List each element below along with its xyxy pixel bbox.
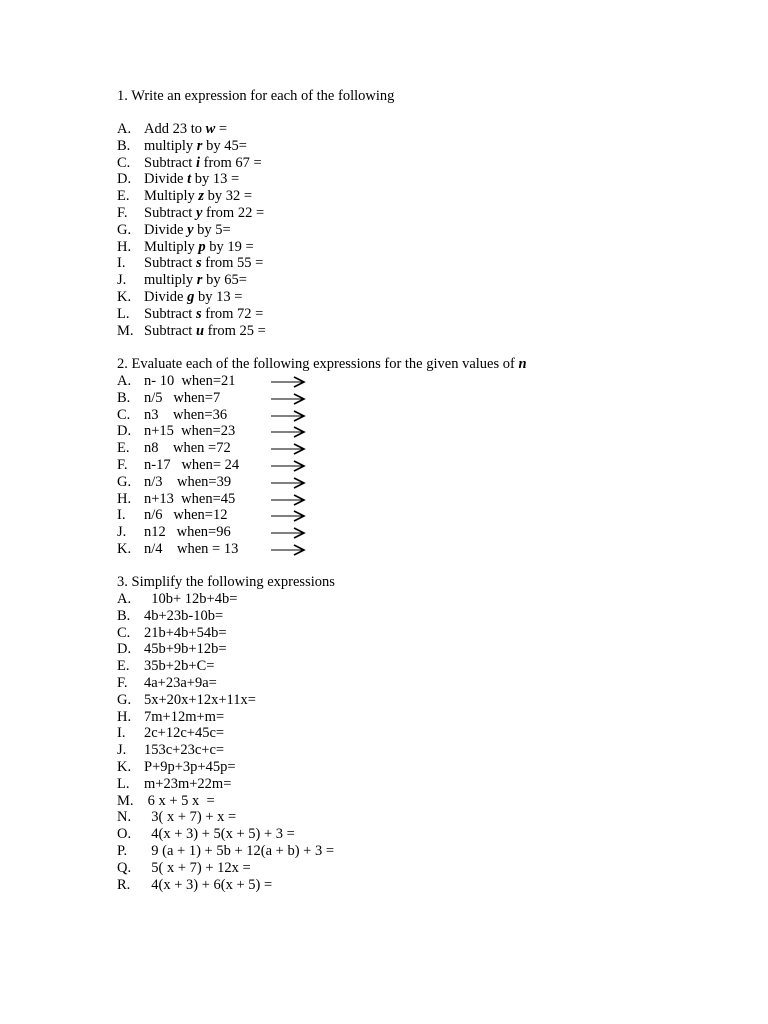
item-letter: F. <box>117 674 128 691</box>
item-text-post: by 13 = <box>194 288 243 305</box>
item-variable-letter: r <box>196 137 203 154</box>
item-text: 2c+12c+45c= <box>144 725 225 742</box>
question-item <box>117 658 335 675</box>
item-text <box>144 239 254 256</box>
item-letter: J. <box>117 272 127 289</box>
arrow-right-icon <box>270 510 306 522</box>
item-variable-letter: z <box>198 188 205 205</box>
section-heading: 3. Simplify the following expressions <box>117 574 335 590</box>
item-letter: H. <box>117 490 132 507</box>
item-letter: P. <box>117 842 128 859</box>
item-text: n/6 when=12 <box>144 507 228 524</box>
item-text-post: by 13 = <box>191 171 240 188</box>
question-item <box>117 138 394 155</box>
item-text <box>144 323 266 340</box>
question-item <box>117 390 527 407</box>
question-item <box>117 440 527 457</box>
item-text: n/5 when=7 <box>144 389 221 406</box>
item-text: n+13 when=45 <box>144 490 236 507</box>
item-text <box>144 205 264 222</box>
item-text-post: from 67 = <box>199 154 262 171</box>
variable-n: n <box>518 356 527 372</box>
question-item <box>117 474 527 491</box>
item-text-post: from 72 = <box>201 305 264 322</box>
section-heading: 1. Write an expression for each of the following <box>117 88 395 104</box>
item-letter: G. <box>117 221 132 238</box>
question-item <box>117 608 335 625</box>
item-letter: A. <box>117 373 132 389</box>
question-item <box>117 809 335 826</box>
item-text: n- 10 when=21 <box>144 373 236 389</box>
question-item <box>117 491 527 508</box>
arrow-right-icon <box>270 443 306 455</box>
item-text-post: by 45= <box>202 137 247 154</box>
question-item <box>117 205 394 222</box>
item-text-pre: Subtract <box>144 154 196 171</box>
item-text: 4a+23a+9a= <box>144 674 217 691</box>
item-text: n/4 when = 13 <box>144 540 239 557</box>
item-text: n8 when =72 <box>144 440 231 457</box>
item-text-post: by 19 = <box>205 238 254 255</box>
item-text-pre: Subtract <box>144 204 196 221</box>
item-letter: E. <box>117 188 130 205</box>
item-text-post: = <box>215 121 228 137</box>
item-letter: C. <box>117 624 131 641</box>
item-letter: J. <box>117 524 127 541</box>
question-item <box>117 373 527 390</box>
question-item <box>117 524 527 541</box>
item-text-pre: Subtract <box>144 255 196 272</box>
item-variable-letter: r <box>196 272 203 289</box>
item-text: n3 when=36 <box>144 406 228 423</box>
item-text <box>144 255 263 272</box>
item-text-pre: Multiply <box>144 188 199 205</box>
item-text: 6 x + 5 x = <box>144 792 215 809</box>
item-text-pre: Divide <box>144 221 188 238</box>
question-list <box>117 373 527 558</box>
item-variable-letter: p <box>198 238 206 255</box>
item-text <box>144 188 252 205</box>
item-variable-letter: u <box>195 322 205 339</box>
question-item <box>117 826 335 843</box>
question-item <box>117 289 394 306</box>
question-item <box>117 591 335 608</box>
item-text: P+9p+3p+45p= <box>144 758 236 775</box>
question-item <box>117 625 335 642</box>
item-text: 4(x + 3) + 5(x + 5) + 3 = <box>144 826 295 843</box>
question-item <box>117 793 335 810</box>
item-letter: M. <box>117 792 134 809</box>
item-letter: L. <box>117 305 130 322</box>
question-item <box>117 155 394 172</box>
question-item <box>117 709 335 726</box>
item-text <box>144 289 242 306</box>
item-letter: F. <box>117 456 128 473</box>
item-variable-letter: i <box>195 154 200 171</box>
section-evaluate-expressions <box>117 356 527 558</box>
item-text: 5x+20x+12x+11x= <box>144 691 256 708</box>
question-item <box>117 675 335 692</box>
item-text: 5( x + 7) + 12x = <box>144 859 251 876</box>
item-text <box>144 272 247 289</box>
arrow-right-icon <box>270 544 306 556</box>
item-variable-letter: t <box>187 171 192 188</box>
arrow-right-icon <box>270 527 306 539</box>
item-variable-letter: w <box>205 121 216 137</box>
item-text-pre: Subtract <box>144 322 196 339</box>
item-letter: F. <box>117 204 128 221</box>
question-item <box>117 306 394 323</box>
item-letter: K. <box>117 540 132 557</box>
question-item <box>117 457 527 474</box>
item-text: 7m+12m+m= <box>144 708 225 725</box>
arrow-right-icon <box>270 426 306 438</box>
item-letter: C. <box>117 406 131 423</box>
item-letter: A. <box>117 591 132 607</box>
item-letter: R. <box>117 876 131 893</box>
section-heading: 2. Evaluate each of the following expressions for the given values of n <box>117 356 527 372</box>
item-variable-letter: g <box>187 288 195 305</box>
item-text: n+15 when=23 <box>144 423 236 440</box>
item-variable <box>198 239 205 255</box>
item-letter: H. <box>117 238 132 255</box>
item-text <box>144 306 263 323</box>
item-letter: G. <box>117 473 132 490</box>
item-text: m+23m+22m= <box>144 775 232 792</box>
item-letter: N. <box>117 809 132 826</box>
item-text: 45b+9b+12b= <box>144 641 227 658</box>
item-text <box>144 138 247 155</box>
item-letter: E. <box>117 440 130 457</box>
item-letter: K. <box>117 288 132 305</box>
item-text-pre: Subtract <box>144 305 196 322</box>
question-item <box>117 692 335 709</box>
item-letter: K. <box>117 758 132 775</box>
arrow-right-icon <box>270 393 306 405</box>
item-text: 153c+23c+c= <box>144 742 225 759</box>
item-text-post: by 65= <box>202 272 247 289</box>
section-write-expressions <box>117 88 394 339</box>
item-letter: Q. <box>117 859 132 876</box>
question-list <box>117 591 335 893</box>
item-letter: E. <box>117 658 130 675</box>
item-letter: H. <box>117 708 132 725</box>
question-item <box>117 121 394 138</box>
question-item <box>117 323 394 340</box>
item-text-pre: Divide <box>144 171 188 188</box>
arrow-right-icon <box>270 494 306 506</box>
arrow-right-icon <box>270 460 306 472</box>
question-list <box>117 121 394 339</box>
item-text: n/3 when=39 <box>144 473 232 490</box>
item-text <box>144 222 231 239</box>
item-letter: M. <box>117 322 134 339</box>
question-item <box>117 641 335 658</box>
item-letter: D. <box>117 423 132 440</box>
arrow-right-icon <box>270 477 306 489</box>
item-text-pre: Divide <box>144 288 188 305</box>
item-text: n-17 when= 24 <box>144 456 240 473</box>
item-text: 21b+4b+54b= <box>144 624 227 641</box>
item-letter: L. <box>117 775 130 792</box>
item-text-post: from 22 = <box>202 204 265 221</box>
item-variable-letter: y <box>187 221 194 238</box>
item-text-post: from 25 = <box>204 322 266 339</box>
item-letter: I. <box>117 507 126 524</box>
item-letter: A. <box>117 121 132 137</box>
item-text <box>144 171 239 188</box>
item-text: 3( x + 7) + x = <box>144 809 237 826</box>
item-letter: O. <box>117 826 132 843</box>
question-item <box>117 776 335 793</box>
item-letter: G. <box>117 691 132 708</box>
item-variable-letter: s <box>195 255 202 272</box>
section-simplify-expressions <box>117 574 335 893</box>
question-item <box>117 239 394 256</box>
item-letter: D. <box>117 641 132 658</box>
item-variable-letter: s <box>195 305 202 322</box>
question-item <box>117 843 335 860</box>
arrow-right-icon <box>270 376 306 388</box>
item-text-post: by 32 = <box>204 188 253 205</box>
item-letter: I. <box>117 725 126 742</box>
item-variable-letter: y <box>195 204 203 221</box>
item-variable <box>196 323 204 339</box>
question-item <box>117 725 335 742</box>
question-item <box>117 171 394 188</box>
question-item <box>117 188 394 205</box>
question-item <box>117 742 335 759</box>
item-text <box>144 155 262 172</box>
question-item <box>117 541 527 558</box>
item-letter: B. <box>117 137 131 154</box>
question-item <box>117 423 527 440</box>
question-item <box>117 272 394 289</box>
question-item <box>117 877 335 894</box>
arrow-right-icon <box>270 410 306 422</box>
item-text-pre: Add 23 to <box>144 121 206 137</box>
item-letter: C. <box>117 154 131 171</box>
item-text: 35b+2b+C= <box>144 658 215 675</box>
item-text: n12 when=96 <box>144 524 231 541</box>
question-item <box>117 255 394 272</box>
item-text-pre: Multiply <box>144 238 199 255</box>
item-text-pre: multiply <box>144 137 197 154</box>
question-item <box>117 407 527 424</box>
item-letter: B. <box>117 389 131 406</box>
item-text: 9 (a + 1) + 5b + 12(a + b) + 3 = <box>144 842 335 859</box>
item-letter: J. <box>117 742 127 759</box>
item-text-post: from 55 = <box>201 255 264 272</box>
item-text-pre: multiply <box>144 272 197 289</box>
item-variable <box>206 121 216 137</box>
question-item <box>117 860 335 877</box>
item-text: 4(x + 3) + 6(x + 5) = <box>144 876 273 893</box>
item-letter: D. <box>117 171 132 188</box>
question-item <box>117 222 394 239</box>
item-text <box>144 121 227 138</box>
item-text: 10b+ 12b+4b= <box>144 591 238 607</box>
question-item <box>117 759 335 776</box>
item-letter: I. <box>117 255 126 272</box>
item-text: 4b+23b-10b= <box>144 607 224 624</box>
item-letter: B. <box>117 607 131 624</box>
question-item <box>117 507 527 524</box>
item-text-post: by 5= <box>193 221 231 238</box>
